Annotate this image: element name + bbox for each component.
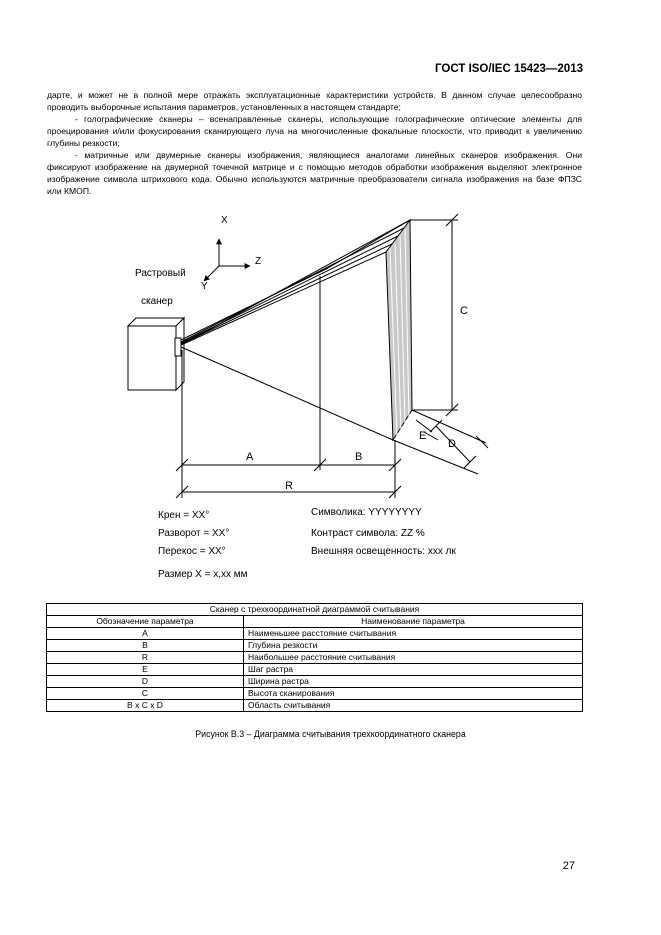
figure-caption: Рисунок В.3 – Диаграмма считывания трехкоординатного сканера bbox=[195, 729, 466, 739]
param-name: Шаг растра bbox=[244, 664, 583, 676]
table-title-row bbox=[47, 604, 583, 616]
table-title: Сканер с трехкоординатной диаграммой считывания bbox=[47, 604, 583, 616]
param-name: Наибольшее расстояние считывания bbox=[244, 652, 583, 664]
skew-value: Перекос = XX° bbox=[158, 546, 226, 557]
param-name: Наименьшее расстояние считывания bbox=[244, 628, 583, 640]
table-row bbox=[47, 676, 583, 688]
param-code: B x C x D bbox=[47, 700, 244, 712]
dimension-r-label: R bbox=[285, 480, 293, 492]
dimension-a-label: A bbox=[246, 451, 254, 463]
paragraph-3: - матричные или двумерные сканеры изображения, являющиеся аналогами линейных сканеров изображения. Они фиксируют изображение на двумерной точечной матрице и с помощью методов обработки изображения выделяют электронное изображение символа штрихового кода. Обычно используются матричные преобразователи сигнала изображения на базе ФПЗС или КМОП. bbox=[47, 150, 582, 196]
column-header-code: Обозначение параметра bbox=[47, 616, 244, 628]
param-name: Область считывания bbox=[244, 700, 583, 712]
axis-x-label: X bbox=[221, 215, 228, 226]
illumination-value: Внешняя освещенность: xxx лк bbox=[311, 546, 456, 557]
param-name: Ширина растра bbox=[244, 676, 583, 688]
paragraph-2: - голографические сканеры – всенаправленные сканеры, использующие голографические оптические элементы для проецирования и/или фокусирования сканирующего луча на многочисленные фокальные плоскости, что приводит к увеличению глубины резкости; bbox=[47, 114, 582, 148]
axis-y-label: Y bbox=[201, 281, 208, 292]
table-row bbox=[47, 640, 583, 652]
dimension-lines bbox=[176, 214, 488, 498]
dimension-e-label: E bbox=[419, 430, 427, 442]
turn-value: Разворот = XX° bbox=[158, 528, 230, 539]
roll-value: Крен = XX° bbox=[158, 510, 210, 521]
table-header-row bbox=[47, 616, 583, 628]
param-code: D bbox=[47, 676, 244, 688]
table-row bbox=[47, 652, 583, 664]
param-code: E bbox=[47, 664, 244, 676]
axis-z-label: Z bbox=[255, 256, 262, 267]
scanner-box bbox=[128, 318, 184, 390]
dimension-d-label: D bbox=[448, 438, 456, 450]
document-id-header: ГОСТ ISO/IEC 15423—2013 bbox=[435, 63, 583, 75]
contrast-value: Контраст символа: ZZ % bbox=[311, 528, 425, 539]
param-code: B bbox=[47, 640, 244, 652]
param-name: Высота сканирования bbox=[244, 688, 583, 700]
dimension-b-label: B bbox=[355, 451, 363, 463]
table-row bbox=[47, 700, 583, 712]
dimension-c-label: C bbox=[460, 305, 468, 317]
param-name: Глубина резкости bbox=[244, 640, 583, 652]
column-header-name: Наименование параметра bbox=[244, 616, 583, 628]
scanner-label-line1: Растровый bbox=[135, 268, 186, 279]
paragraph-1: дарте, и может не в полной мере отражать эксплуатационные характеристики устройств. В данном случае целесообразно проводить выборочные испытания параметров, установленных в настоящем стандарте; bbox=[47, 90, 582, 112]
page-number: 27 bbox=[562, 860, 575, 872]
size-value: Размер X = x,xx мм bbox=[158, 569, 248, 580]
axes-icon bbox=[204, 239, 250, 281]
param-code: A bbox=[47, 628, 244, 640]
param-code: R bbox=[47, 652, 244, 664]
raster-plane bbox=[328, 220, 412, 440]
param-code: C bbox=[47, 688, 244, 700]
table-row bbox=[47, 628, 583, 640]
parameter-table bbox=[46, 603, 583, 712]
table-row bbox=[47, 664, 583, 676]
scanner-label-line2: сканер bbox=[141, 296, 173, 307]
symbology-value: Символика: YYYYYYYY bbox=[311, 507, 422, 518]
table-row bbox=[47, 688, 583, 700]
scan-beam bbox=[181, 220, 410, 440]
